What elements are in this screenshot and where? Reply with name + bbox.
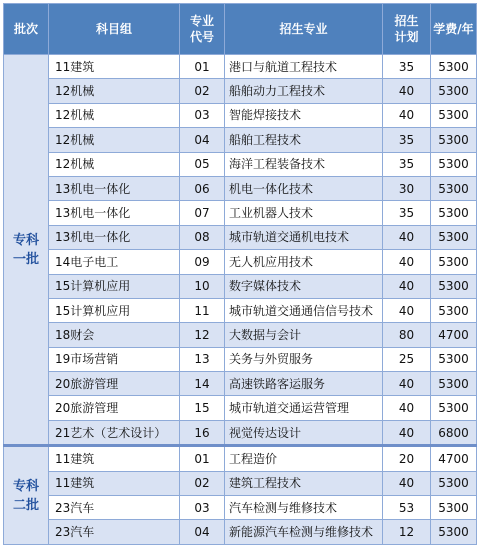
tuition-fee-cell: 5300	[431, 201, 477, 225]
major-code-cell: 06	[180, 176, 225, 200]
table-row	[4, 298, 477, 322]
table-row	[4, 471, 477, 495]
table-row	[4, 152, 477, 176]
header-row	[4, 4, 477, 55]
tuition-fee-cell: 5300	[431, 298, 477, 322]
table-row	[4, 323, 477, 347]
major-code-cell: 01	[180, 446, 225, 471]
table-header	[4, 4, 477, 55]
subject-cell: 13机电一体化	[49, 201, 180, 225]
major-name-cell: 工程造价	[225, 446, 383, 471]
major-name-cell: 智能焊接技术	[225, 103, 383, 127]
tuition-fee-cell: 5300	[431, 372, 477, 396]
subject-cell: 12机械	[49, 152, 180, 176]
major-name-cell: 港口与航道工程技术	[225, 55, 383, 79]
major-name-cell: 城市轨道交通机电技术	[225, 225, 383, 249]
table-row	[4, 79, 477, 103]
header-major: 招生专业	[225, 4, 383, 55]
major-name-cell: 无人机应用技术	[225, 250, 383, 274]
batch-label-line1: 专科	[12, 478, 39, 494]
table-row	[4, 103, 477, 127]
subject-cell: 23汽车	[49, 496, 180, 520]
major-code-cell: 07	[180, 201, 225, 225]
table-row	[4, 446, 477, 471]
tuition-fee-cell: 5300	[431, 496, 477, 520]
subject-cell: 18财会	[49, 323, 180, 347]
batch-label	[4, 55, 49, 446]
table-row	[4, 128, 477, 152]
tuition-fee-cell: 5300	[431, 225, 477, 249]
major-code-cell: 14	[180, 372, 225, 396]
subject-cell: 13机电一体化	[49, 225, 180, 249]
subject-cell: 21艺术（艺术设计）	[49, 420, 180, 445]
plan-count-cell: 40	[383, 396, 431, 420]
plan-count-cell: 40	[383, 225, 431, 249]
table-row	[4, 396, 477, 420]
major-name-cell: 关务与外贸服务	[225, 347, 383, 371]
header-batch: 批次	[4, 4, 49, 55]
plan-count-cell: 40	[383, 103, 431, 127]
subject-cell: 11建筑	[49, 446, 180, 471]
major-name-cell: 建筑工程技术	[225, 471, 383, 495]
tuition-fee-cell: 5300	[431, 128, 477, 152]
major-code-cell: 08	[180, 225, 225, 249]
admission-plan-table	[3, 3, 477, 545]
tuition-fee-cell: 5300	[431, 250, 477, 274]
tuition-fee-cell: 5300	[431, 347, 477, 371]
header-plan-line1: 招生	[394, 14, 419, 28]
plan-count-cell: 40	[383, 420, 431, 445]
plan-count-cell: 12	[383, 520, 431, 544]
header-major-code-line1: 专业	[189, 14, 214, 28]
major-code-cell: 03	[180, 103, 225, 127]
major-code-cell: 15	[180, 396, 225, 420]
major-name-cell: 工业机器人技术	[225, 201, 383, 225]
tuition-fee-cell: 5300	[431, 274, 477, 298]
table-row	[4, 347, 477, 371]
major-code-cell: 04	[180, 520, 225, 544]
major-name-cell: 海洋工程装备技术	[225, 152, 383, 176]
major-code-cell: 03	[180, 496, 225, 520]
table-row	[4, 496, 477, 520]
subject-cell: 20旅游管理	[49, 372, 180, 396]
header-plan-line2: 计划	[394, 30, 419, 44]
subject-cell: 15计算机应用	[49, 274, 180, 298]
major-name-cell: 新能源汽车检测与维修技术	[225, 520, 383, 544]
subject-cell: 13机电一体化	[49, 176, 180, 200]
subject-cell: 20旅游管理	[49, 396, 180, 420]
tuition-fee-cell: 5300	[431, 520, 477, 544]
batch-label	[4, 446, 49, 545]
plan-count-cell: 30	[383, 176, 431, 200]
major-code-cell: 09	[180, 250, 225, 274]
batch-two-body	[4, 446, 477, 545]
major-name-cell: 高速铁路客运服务	[225, 372, 383, 396]
subject-cell: 11建筑	[49, 471, 180, 495]
tuition-fee-cell: 4700	[431, 323, 477, 347]
plan-count-cell: 40	[383, 372, 431, 396]
batch-label-line2: 二批	[12, 497, 39, 513]
table-row	[4, 250, 477, 274]
major-name-cell: 船舶动力工程技术	[225, 79, 383, 103]
major-code-cell: 05	[180, 152, 225, 176]
major-name-cell: 大数据与会计	[225, 323, 383, 347]
table-row	[4, 274, 477, 298]
plan-count-cell: 35	[383, 55, 431, 79]
major-code-cell: 04	[180, 128, 225, 152]
major-name-cell: 汽车检测与维修技术	[225, 496, 383, 520]
plan-count-cell: 40	[383, 274, 431, 298]
major-name-cell: 数字媒体技术	[225, 274, 383, 298]
header-major-code	[180, 4, 225, 55]
subject-cell: 11建筑	[49, 55, 180, 79]
batch-label-line2: 一批	[12, 251, 39, 267]
subject-cell: 12机械	[49, 79, 180, 103]
admission-plan-table-container	[3, 3, 476, 550]
tuition-fee-cell: 5300	[431, 79, 477, 103]
major-code-cell: 02	[180, 79, 225, 103]
header-fee: 学费/年	[431, 4, 477, 55]
header-plan	[383, 4, 431, 55]
table-row	[4, 520, 477, 544]
tuition-fee-cell: 5300	[431, 396, 477, 420]
tuition-fee-cell: 4700	[431, 446, 477, 471]
plan-count-cell: 35	[383, 152, 431, 176]
table-row	[4, 176, 477, 200]
plan-count-cell: 20	[383, 446, 431, 471]
major-code-cell: 16	[180, 420, 225, 445]
table-row	[4, 372, 477, 396]
major-name-cell: 船舶工程技术	[225, 128, 383, 152]
plan-count-cell: 40	[383, 298, 431, 322]
batch-label-line1: 专科	[12, 232, 39, 248]
major-name-cell: 机电一体化技术	[225, 176, 383, 200]
tuition-fee-cell: 5300	[431, 176, 477, 200]
plan-count-cell: 80	[383, 323, 431, 347]
tuition-fee-cell: 6800	[431, 420, 477, 445]
tuition-fee-cell: 5300	[431, 471, 477, 495]
major-code-cell: 11	[180, 298, 225, 322]
subject-cell: 12机械	[49, 128, 180, 152]
plan-count-cell: 35	[383, 128, 431, 152]
table-row	[4, 55, 477, 79]
subject-cell: 19市场营销	[49, 347, 180, 371]
table-row	[4, 420, 477, 445]
major-name-cell: 视觉传达设计	[225, 420, 383, 445]
tuition-fee-cell: 5300	[431, 55, 477, 79]
major-name-cell: 城市轨道交通通信信号技术	[225, 298, 383, 322]
major-code-cell: 01	[180, 55, 225, 79]
tuition-fee-cell: 5300	[431, 103, 477, 127]
plan-count-cell: 40	[383, 471, 431, 495]
plan-count-cell: 40	[383, 250, 431, 274]
major-name-cell: 城市轨道交通运营管理	[225, 396, 383, 420]
major-code-cell: 02	[180, 471, 225, 495]
plan-count-cell: 25	[383, 347, 431, 371]
subject-cell: 23汽车	[49, 520, 180, 544]
header-subject-group: 科目组	[49, 4, 180, 55]
batch-one-body	[4, 55, 477, 446]
subject-cell: 12机械	[49, 103, 180, 127]
plan-count-cell: 35	[383, 201, 431, 225]
major-code-cell: 10	[180, 274, 225, 298]
tuition-fee-cell: 5300	[431, 152, 477, 176]
plan-count-cell: 40	[383, 79, 431, 103]
table-row	[4, 225, 477, 249]
table-row	[4, 201, 477, 225]
header-major-code-line2: 代号	[189, 30, 214, 44]
plan-count-cell: 53	[383, 496, 431, 520]
subject-cell: 15计算机应用	[49, 298, 180, 322]
major-code-cell: 13	[180, 347, 225, 371]
subject-cell: 14电子电工	[49, 250, 180, 274]
major-code-cell: 12	[180, 323, 225, 347]
